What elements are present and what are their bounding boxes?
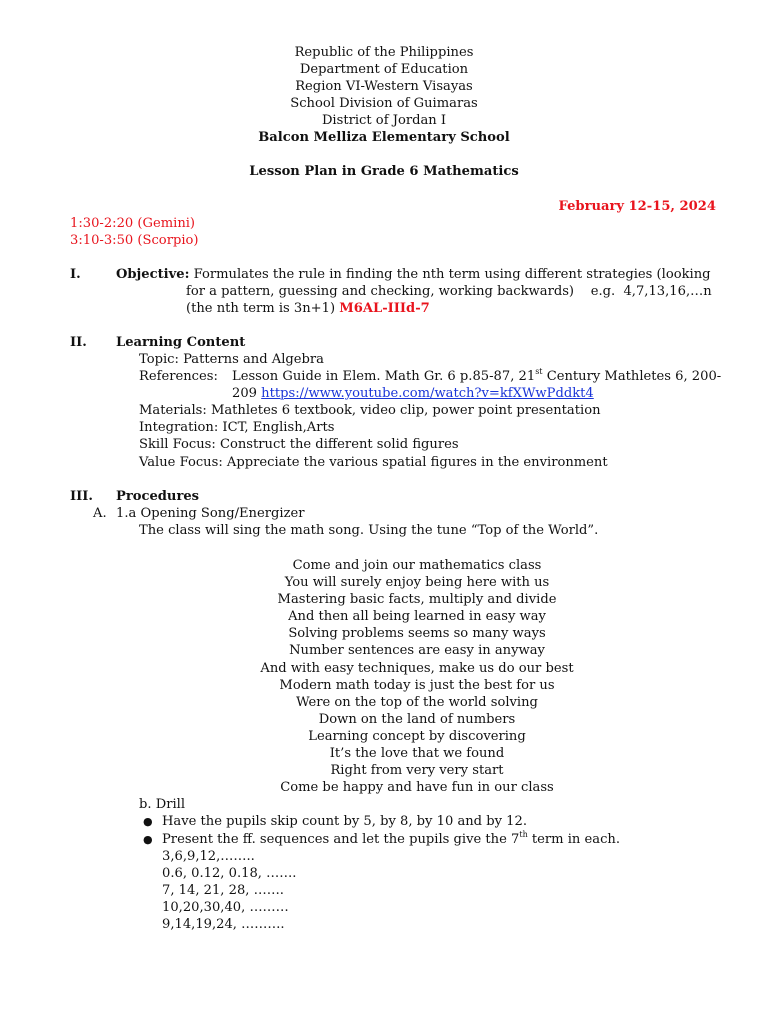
song-line: Down on the land of numbers xyxy=(318,711,516,727)
sequence-item: 9,14,19,24, ………. xyxy=(162,917,285,932)
schedule-scorpio: 3:10-3:50 (Scorpio) xyxy=(70,233,199,248)
references-line-1 xyxy=(232,368,721,385)
drill-item-skip-count: Have the pupils skip count by 5, by 8, by 10 and by 12. xyxy=(162,814,527,829)
objective-text-1: Formulates the rule in finding the nth term using different strategies (looking xyxy=(193,267,711,282)
drill-item-superscript: th xyxy=(519,829,528,839)
song-line: Learning concept by discovering xyxy=(308,728,526,744)
objective-competency-code: M6AL-IIId-7 xyxy=(339,301,430,316)
song-line: Come and join our mathematics class xyxy=(292,558,542,573)
references-superscript: st xyxy=(535,366,543,376)
references-text-a: Lesson Guide in Elem. Math Gr. 6 p.85-87, 21 xyxy=(232,369,536,384)
references-label: References: xyxy=(139,369,218,384)
lesson-date: February 12-15, 2024 xyxy=(558,199,716,214)
objective-line-3 xyxy=(186,300,430,317)
header-line-republic: Republic of the Philippines xyxy=(294,45,474,60)
drill-item-text-a: Present the ff. sequences and let the pupils give the 7 xyxy=(162,832,520,847)
math-song-lyrics xyxy=(0,557,768,796)
bullet-icon: ● xyxy=(143,833,153,846)
procedures-number: III. xyxy=(70,489,93,504)
sequence-item: 7, 14, 21, 28, ……. xyxy=(162,883,284,898)
bullet-icon: ● xyxy=(143,815,153,828)
topic-line: Topic: Patterns and Algebra xyxy=(139,352,324,367)
drill-item-sequences xyxy=(162,831,620,848)
lesson-plan-title: Lesson Plan in Grade 6 Mathematics xyxy=(249,164,519,179)
objective-number: I. xyxy=(70,267,81,282)
materials-line: Materials: Mathletes 6 textbook, video clip, power point presentation xyxy=(139,403,601,418)
drill-heading: b. Drill xyxy=(139,797,186,812)
song-line: Were on the top of the world solving xyxy=(296,694,538,710)
value-focus-line: Value Focus: Appreciate the various spatial figures in the environment xyxy=(139,455,608,470)
header-line-department: Department of Education xyxy=(299,62,469,77)
song-intro: The class will sing the math song. Using the tune “Top of the World”. xyxy=(139,523,599,538)
references-text-b: Century Mathletes 6, 200- xyxy=(542,369,722,384)
song-line: Number sentences are easy in anyway xyxy=(289,643,545,659)
procedures-heading: Procedures xyxy=(116,489,200,504)
sequence-item: 10,20,30,40, ……… xyxy=(162,900,289,915)
song-line: Right from very very start xyxy=(330,763,504,779)
schedule-gemini: 1:30-2:20 (Gemini) xyxy=(70,216,196,231)
youtube-reference-link[interactable]: https://www.youtube.com/watch?v=kfXWwPddkt4 xyxy=(261,386,594,401)
references-pages: 209 xyxy=(232,386,257,401)
school-name: Balcon Melliza Elementary School xyxy=(258,130,510,145)
references-line-2 xyxy=(232,385,594,402)
learning-content-heading: Learning Content xyxy=(116,335,246,350)
integration-line: Integration: ICT, English,Arts xyxy=(139,420,335,435)
song-line: You will surely enjoy being here with us xyxy=(284,575,550,591)
sequence-item: 3,6,9,12,…….. xyxy=(162,849,255,864)
skill-focus-line: Skill Focus: Construct the different solid figures xyxy=(139,437,459,452)
song-line: And with easy techniques, make us do our best xyxy=(260,660,574,676)
song-line: Mastering basic facts, multiply and divide xyxy=(277,592,557,608)
song-line: It’s the love that we found xyxy=(329,746,505,762)
drill-item-text-b: term in each. xyxy=(527,832,621,847)
objective-label: Objective: xyxy=(116,267,190,282)
header-line-division: School Division of Guimaras xyxy=(290,96,478,111)
song-line: And then all being learned in easy way xyxy=(288,609,546,625)
header-line-district: District of Jordan I xyxy=(321,113,447,128)
objective-text-2: for a pattern, guessing and checking, working backwards) e.g. 4,7,13,16,…n xyxy=(186,284,712,299)
song-line: Modern math today is just the best for us xyxy=(279,677,555,693)
procedure-a-letter: A. xyxy=(93,506,107,521)
song-line: Solving problems seems so many ways xyxy=(288,626,546,642)
objective-text-3: (the nth term is 3n+1) xyxy=(186,301,336,316)
objective-line-1 xyxy=(116,266,711,283)
sequence-item: 0.6, 0.12, 0.18, ……. xyxy=(162,866,297,881)
opening-song-title: 1.a Opening Song/Energizer xyxy=(116,506,305,521)
song-line: Come be happy and have fun in our class xyxy=(280,780,554,796)
header-line-region: Region VI-Western Visayas xyxy=(295,79,473,94)
learning-content-number: II. xyxy=(70,335,87,350)
